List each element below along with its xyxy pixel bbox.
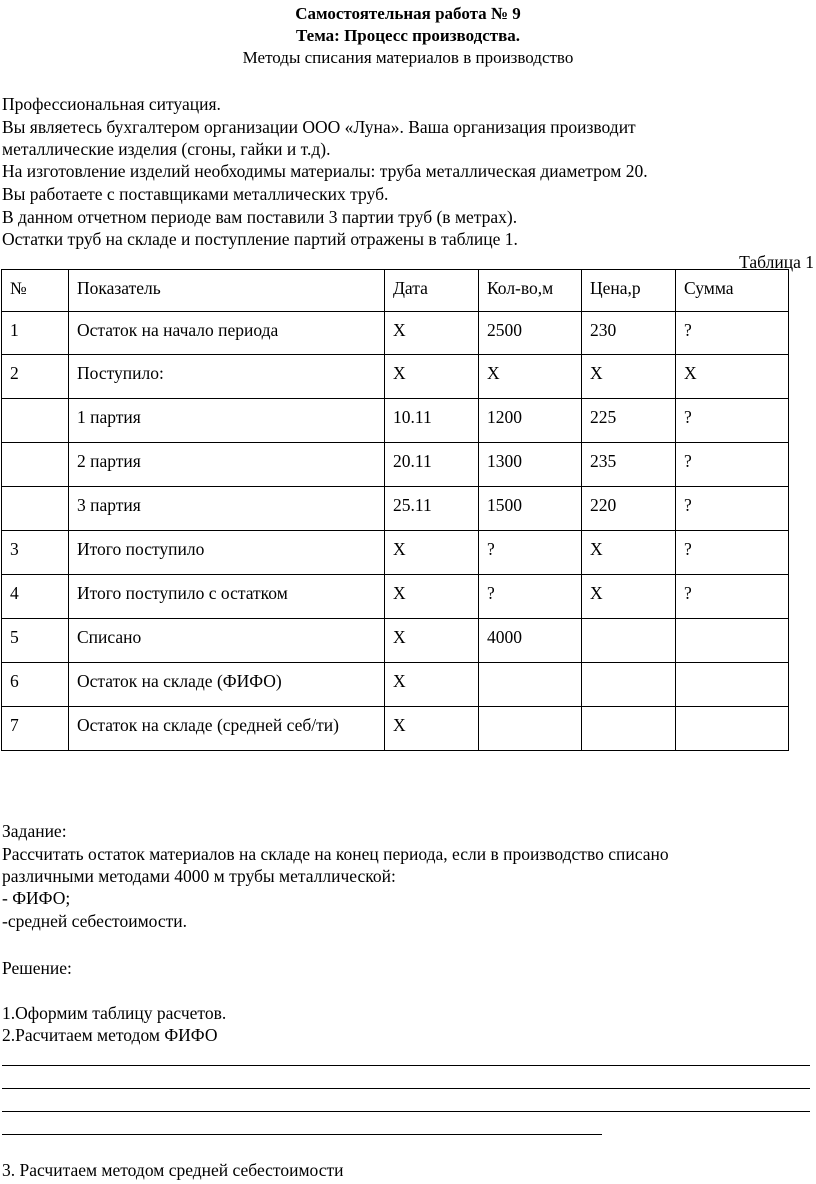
- table-cell: Х: [385, 663, 479, 707]
- table-cell: ?: [676, 487, 789, 531]
- table-cell: [582, 619, 676, 663]
- table-cell: Х: [385, 619, 479, 663]
- task-line: различными методами 4000 м трубы металлической:: [2, 866, 396, 886]
- table-cell: Остаток на складе (средней себ/ти): [69, 707, 385, 751]
- table-cell: [2, 487, 69, 531]
- situation-line: Остатки труб на складе и поступление партий отражены в таблице 1.: [2, 229, 518, 249]
- table-cell: [582, 707, 676, 751]
- table-cell: Поступило:: [69, 355, 385, 399]
- table-cell: Итого поступило: [69, 531, 385, 575]
- table-row: [2, 399, 789, 443]
- table-cell: 2500: [479, 312, 582, 355]
- table-cell: Х: [676, 355, 789, 399]
- table-cell: [479, 707, 582, 751]
- table-row: [2, 707, 789, 751]
- table-cell: ?: [676, 575, 789, 619]
- table-cell: Остаток на начало периода: [69, 312, 385, 355]
- table-cell: ?: [676, 399, 789, 443]
- table-cell: 225: [582, 399, 676, 443]
- table-cell: Х: [385, 312, 479, 355]
- answer-line: [2, 1065, 810, 1066]
- table-row: [2, 355, 789, 399]
- table-cell: 1200: [479, 399, 582, 443]
- answer-line: [2, 1111, 810, 1112]
- materials-table: [1, 269, 789, 751]
- table-cell: 2: [2, 355, 69, 399]
- header-cell: №: [2, 270, 69, 312]
- table-cell: [676, 619, 789, 663]
- answer-line: [2, 1134, 602, 1135]
- table-cell: 7: [2, 707, 69, 751]
- table-cell: ?: [676, 531, 789, 575]
- header-cell: Дата: [385, 270, 479, 312]
- header-cell: Кол-во,м: [479, 270, 582, 312]
- table-cell: 3 партия: [69, 487, 385, 531]
- table-cell: [2, 399, 69, 443]
- table-cell: ?: [676, 312, 789, 355]
- table-cell: Списано: [69, 619, 385, 663]
- table-cell: Х: [582, 575, 676, 619]
- situation-line: На изготовление изделий необходимы материалы: труба металлическая диаметром 20.: [2, 161, 648, 181]
- table-cell: [2, 443, 69, 487]
- table-cell: 1500: [479, 487, 582, 531]
- situation-line: Вы являетесь бухгалтером организации ООО «Луна». Ваша организация производит: [2, 117, 636, 137]
- header-cell: Сумма: [676, 270, 789, 312]
- table-cell: Х: [385, 355, 479, 399]
- table-cell: 6: [2, 663, 69, 707]
- document-subtitle: Методы списания материалов в производство: [242, 48, 574, 67]
- table-row: [2, 443, 789, 487]
- table-cell: 1 партия: [69, 399, 385, 443]
- table-cell: 1: [2, 312, 69, 355]
- table-cell: 220: [582, 487, 676, 531]
- header-cell: Показатель: [69, 270, 385, 312]
- table-cell: [676, 707, 789, 751]
- table-cell: Х: [479, 355, 582, 399]
- table-row: [2, 487, 789, 531]
- table-cell: Х: [385, 707, 479, 751]
- table-cell: 25.11: [385, 487, 479, 531]
- table-cell: Итого поступило с остатком: [69, 575, 385, 619]
- table-cell: 4: [2, 575, 69, 619]
- situation-line: В данном отчетном периоде вам поставили 3 партии труб (в метрах).: [2, 207, 518, 227]
- table-cell: 230: [582, 312, 676, 355]
- situation-line: металлические изделия (сгоны, гайки и т.д).: [2, 139, 331, 159]
- table-cell: [479, 663, 582, 707]
- task-line: - ФИФО;: [2, 888, 71, 908]
- table-cell: 4000: [479, 619, 582, 663]
- solution-step: 1.Оформим таблицу расчетов.: [2, 1003, 227, 1023]
- table-cell: Х: [385, 531, 479, 575]
- table-cell: 3: [2, 531, 69, 575]
- table-row: [2, 312, 789, 355]
- table-cell: Х: [385, 575, 479, 619]
- header-cell: Цена,р: [582, 270, 676, 312]
- table-cell: Х: [582, 355, 676, 399]
- table-cell: 5: [2, 619, 69, 663]
- table-row: [2, 575, 789, 619]
- task-line: Рассчитать остаток материалов на складе на конец периода, если в производство списано: [2, 844, 669, 864]
- table-caption: Таблица 1: [739, 252, 814, 272]
- document-title: Самостоятельная работа № 9: [295, 4, 521, 23]
- answer-line: [2, 1088, 810, 1089]
- task-line: -средней себестоимости.: [2, 911, 187, 931]
- table-cell: Х: [582, 531, 676, 575]
- table-cell: Остаток на складе (ФИФО): [69, 663, 385, 707]
- table-row: [2, 619, 789, 663]
- table-cell: [582, 663, 676, 707]
- table-cell: 1300: [479, 443, 582, 487]
- table-cell: 20.11: [385, 443, 479, 487]
- table-cell: ?: [479, 531, 582, 575]
- task-label: Задание:: [2, 821, 67, 841]
- table-row: [2, 531, 789, 575]
- solution-step: 3. Расчитаем методом средней себестоимости: [2, 1160, 344, 1180]
- document-topic: Тема: Процесс производства.: [295, 26, 521, 45]
- solution-step: 2.Расчитаем методом ФИФО: [2, 1025, 218, 1045]
- table-header-row: [2, 270, 789, 312]
- situation-line: Вы работаете с поставщиками металлических труб.: [2, 184, 389, 204]
- table-row: [2, 663, 789, 707]
- table-cell: 2 партия: [69, 443, 385, 487]
- situation-line: Профессиональная ситуация.: [2, 94, 221, 114]
- table-cell: ?: [676, 443, 789, 487]
- table-cell: 10.11: [385, 399, 479, 443]
- solution-label: Решение:: [2, 958, 72, 978]
- table-cell: ?: [479, 575, 582, 619]
- table-cell: 235: [582, 443, 676, 487]
- table-cell: [676, 663, 789, 707]
